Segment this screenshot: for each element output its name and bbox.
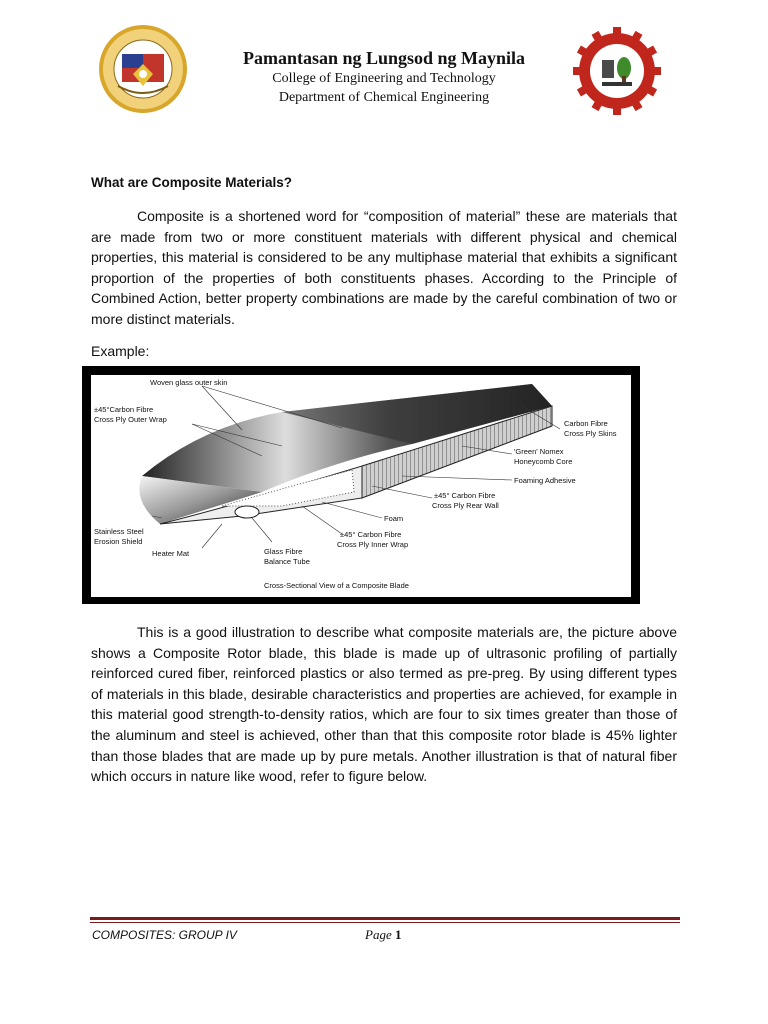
example-label: Example:: [91, 343, 150, 359]
label-nomex-1: 'Green' Nomex: [514, 447, 564, 456]
label-glass-tube-1: Glass Fibre: [264, 547, 303, 556]
label-inner-wrap-2: Cross Ply Inner Wrap: [337, 540, 409, 549]
composite-blade-diagram: [82, 366, 640, 604]
footer-divider-thin: [90, 922, 680, 923]
footer-divider: [90, 917, 680, 920]
label-inner-wrap-1: ±45° Carbon Fibre: [340, 530, 402, 539]
page-number: 1: [394, 927, 402, 942]
page-label: Page: [365, 927, 392, 942]
coe-seal-icon: [572, 26, 662, 116]
explanation-paragraph: This is a good illustration to describe what composite materials are, the picture above shows a Composite Rotor blade, this blade is made up of ultrasonic profiling of partially reinforced cured fiber, reinforced plastics or also termed as pre-preg. By using different types of materials in this blade, desirable characteristics and properties are achieved, for example in this material good strength-to-density ratios, which are four to six times greater than those of the aluminum and steel is achieved, other than that this composite rotor blade is 45% lighter than those blades that are made up by pure metals. Another illustration is that of natural fiber which occurs in nature like wood, refer to figure below.: [91, 624, 677, 785]
label-carbon-skins-1: Carbon Fibre: [564, 419, 608, 428]
label-steel-2: Erosion Shield: [94, 537, 143, 546]
intro-paragraph: Composite is a shortened word for “composition of material” these are materials that are made from two or more constituent materials with different physical and chemical properties, this material is considered to be any multiphase material that exhibits a significant proportion of the properties of both constituents phases. According to the Principle of Combined Action, better property combinations are made by the careful combination of two or more distinct materials.: [91, 208, 677, 327]
composite-blade-figure: [82, 366, 640, 604]
university-name: Pamantasan ng Lungsod ng Maynila: [242, 48, 526, 68]
college-name: College of Engineering and Technology: [272, 71, 496, 86]
label-steel-1: Stainless Steel: [94, 527, 144, 536]
label-nomex-2: Honeycomb Core: [514, 457, 573, 466]
footer-course: COMPOSITES: GROUP IV: [92, 928, 237, 942]
letterhead: [0, 0, 768, 130]
label-carbon-outer-1: ±45°Carbon Fibre: [94, 405, 154, 414]
label-foaming: Foaming Adhesive: [514, 476, 576, 485]
department-name: Department of Chemical Engineering: [278, 90, 490, 105]
label-carbon-outer-2: Cross Ply Outer Wrap: [94, 415, 167, 424]
label-carbon-skins-2: Cross Ply Skins: [564, 429, 617, 438]
figure-caption: Cross-Sectional View of a Composite Blade: [264, 581, 409, 590]
label-foam: Foam: [384, 514, 404, 523]
footer-page: [365, 927, 401, 943]
label-woven-glass: Woven glass outer skin: [150, 378, 228, 387]
label-rear-wall-2: Cross Ply Rear Wall: [432, 501, 499, 510]
label-rear-wall-1: ±45° Carbon Fibre: [434, 491, 496, 500]
label-glass-tube-2: Balance Tube: [264, 557, 310, 566]
section-title: What are Composite Materials?: [91, 175, 293, 190]
label-heater: Heater Mat: [152, 549, 190, 558]
